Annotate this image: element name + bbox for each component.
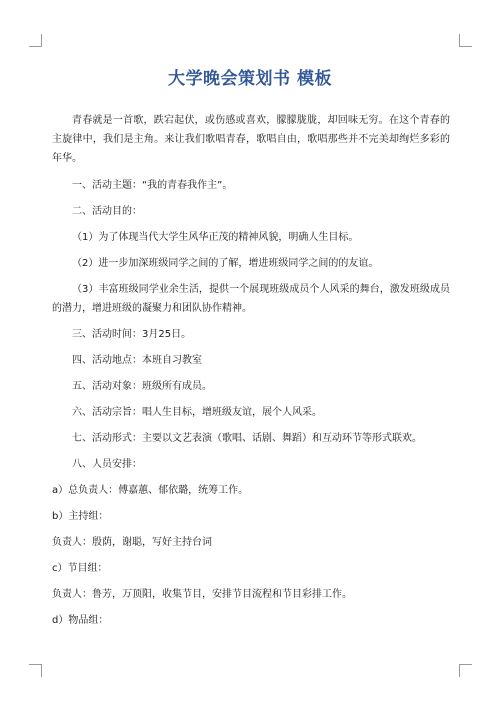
crop-mark-bottom-right [459,664,472,677]
body-line: 六、活动宗旨：唱人生目标，增班级友谊，展个人风采。 [72,407,322,418]
body-line: 三、活动时间：3月25日。 [72,329,192,340]
body-line: （1）为了体现当代大学生风华正茂的精神风貌，明确人生目标。 [72,232,359,243]
body-line: a）总负责人：傅嘉蕙、郁依璐，统筹工作。 [52,485,249,496]
document-title: 大学晚会策划书 模板 [168,69,332,89]
item-list [52,176,450,630]
body-line: 四、活动地点：本班自习教室 [72,355,202,366]
body-line: d）物品组： [52,615,109,626]
document-body [52,111,450,637]
body-line: 负责人：鲁芳，万顶阳，收集节目，安排节目流程和节目彩排工作。 [52,589,352,600]
crop-mark-top-left [29,34,42,47]
body-line: （3）丰富班级同学业余生活，提供一个展现班级成员个人风采的舞台，激发班级成员的潜力，增进班级的凝聚力和团队协作精神。 [52,284,450,314]
body-line: 二、活动目的： [72,206,142,217]
body-line: 五、活动对象：班级所有成员。 [72,381,212,392]
body-line: 八、人员安排： [72,459,142,470]
body-line: （2）进一步加深班级同学之间的了解，增进班级同学之间的的友谊。 [72,258,379,269]
body-line: 负责人：殷荫，谢聪，写好主持台词 [52,537,212,548]
body-line: c）节目组： [52,563,108,574]
body-line: 一、活动主题：“我的青春我作主”。 [72,180,233,191]
body-line: b）主持组： [52,511,109,522]
crop-mark-top-right [459,34,472,47]
intro-paragraph: 青春就是一首歌，跌宕起伏，或伤感或喜欢，朦朦胧胧，却回味无穷。在这个青春的主旋律中，我们是主角。来让我们歌唱青春，歌唱自由，歌唱那些并不完美却绚烂多彩的年华。 [52,115,450,164]
crop-mark-bottom-left [29,664,42,677]
body-line: 七、活动形式：主要以文艺表演（歌唱、话剧、舞蹈）和互动环节等形式联欢。 [72,433,422,444]
